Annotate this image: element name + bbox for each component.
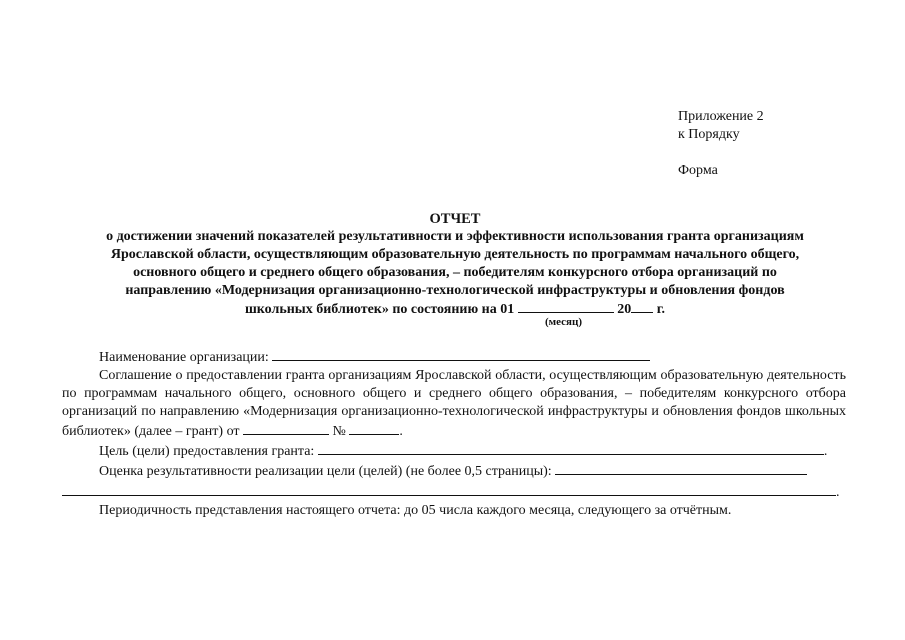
report-subtitle-line-1: о достижении значений показателей результативности и эффективности использования гранта организациям — [106, 229, 804, 244]
report-subtitle-line-2: Ярославской области, осуществляющим образовательную деятельность по программам начального общего, — [110, 247, 800, 262]
evaluation-continuation-row: . — [62, 481, 846, 502]
goal-label: Цель (цели) предоставления гранта: — [99, 444, 315, 459]
annex-reference: к Порядку — [678, 127, 740, 142]
periodicity-text: Периодичность представления настоящего отчета: до 05 числа каждого месяца, следующего за отчётным. — [99, 503, 732, 518]
report-title: ОТЧЕТ — [429, 211, 481, 227]
report-subtitle-line-4: направлению «Модернизация организационно-технологической инфраструктуры и обновления фондов — [125, 283, 785, 298]
agreement-paragraph: Соглашение о предоставлении гранта организациям Ярославской области, осуществляющим образовательную деятельность по программам начального общего, основного общего и среднего общего образования, – победителям конкурсного отбора организаций по направлению «Модернизация организационно-технологической инфраструктуры и обновления фондов школьных библиотек» (далее – грант) от № . — [62, 368, 846, 439]
report-subtitle-line-3: основного общего и среднего общего образования, – победителям конкурсного отбора организаций по — [133, 265, 777, 280]
organization-label: Наименование организации: — [99, 350, 269, 365]
report-subtitle-line-5 — [60, 300, 850, 319]
evaluation-blank — [555, 461, 807, 475]
number-sign: № — [332, 424, 346, 439]
agreement-text: Соглашение о предоставлении гранта организациям Ярославской области, осуществляющим образовательную деятельность по программам начального общего, основного общего и среднего общего образования, – победителям конкурсного отбора организаций по направлению «Модернизация организационно-технологической инфраструктуры и обновления фондов школьных библиотек» (далее – грант) от — [62, 368, 846, 439]
goal-row: Цель (цели) предоставления гранта: . — [62, 441, 846, 461]
report-title-block — [60, 210, 850, 319]
evaluation-continuation-blank — [62, 481, 836, 496]
organization-blank — [272, 347, 650, 361]
year-suffix: г. — [656, 302, 666, 317]
report-body — [62, 347, 846, 520]
evaluation-label: Оценка результативности реализации цели (целей) (не более 0,5 страницы): — [99, 464, 552, 479]
annex-block — [678, 108, 764, 180]
year-prefix: 20 — [617, 302, 632, 317]
periodicity-row — [62, 502, 846, 520]
date-prefix: школьных библиотек» по состоянию на 01 — [244, 302, 515, 317]
month-blank — [518, 300, 614, 313]
agreement-number-blank — [349, 421, 399, 435]
organization-row — [62, 347, 846, 367]
agreement-date-blank — [243, 421, 329, 435]
goal-blank — [318, 441, 824, 455]
year-blank — [631, 300, 653, 313]
annex-title: Приложение 2 — [678, 109, 764, 124]
month-hint: (месяц) — [545, 316, 583, 328]
form-label: Форма — [678, 163, 718, 178]
evaluation-row — [62, 461, 846, 481]
